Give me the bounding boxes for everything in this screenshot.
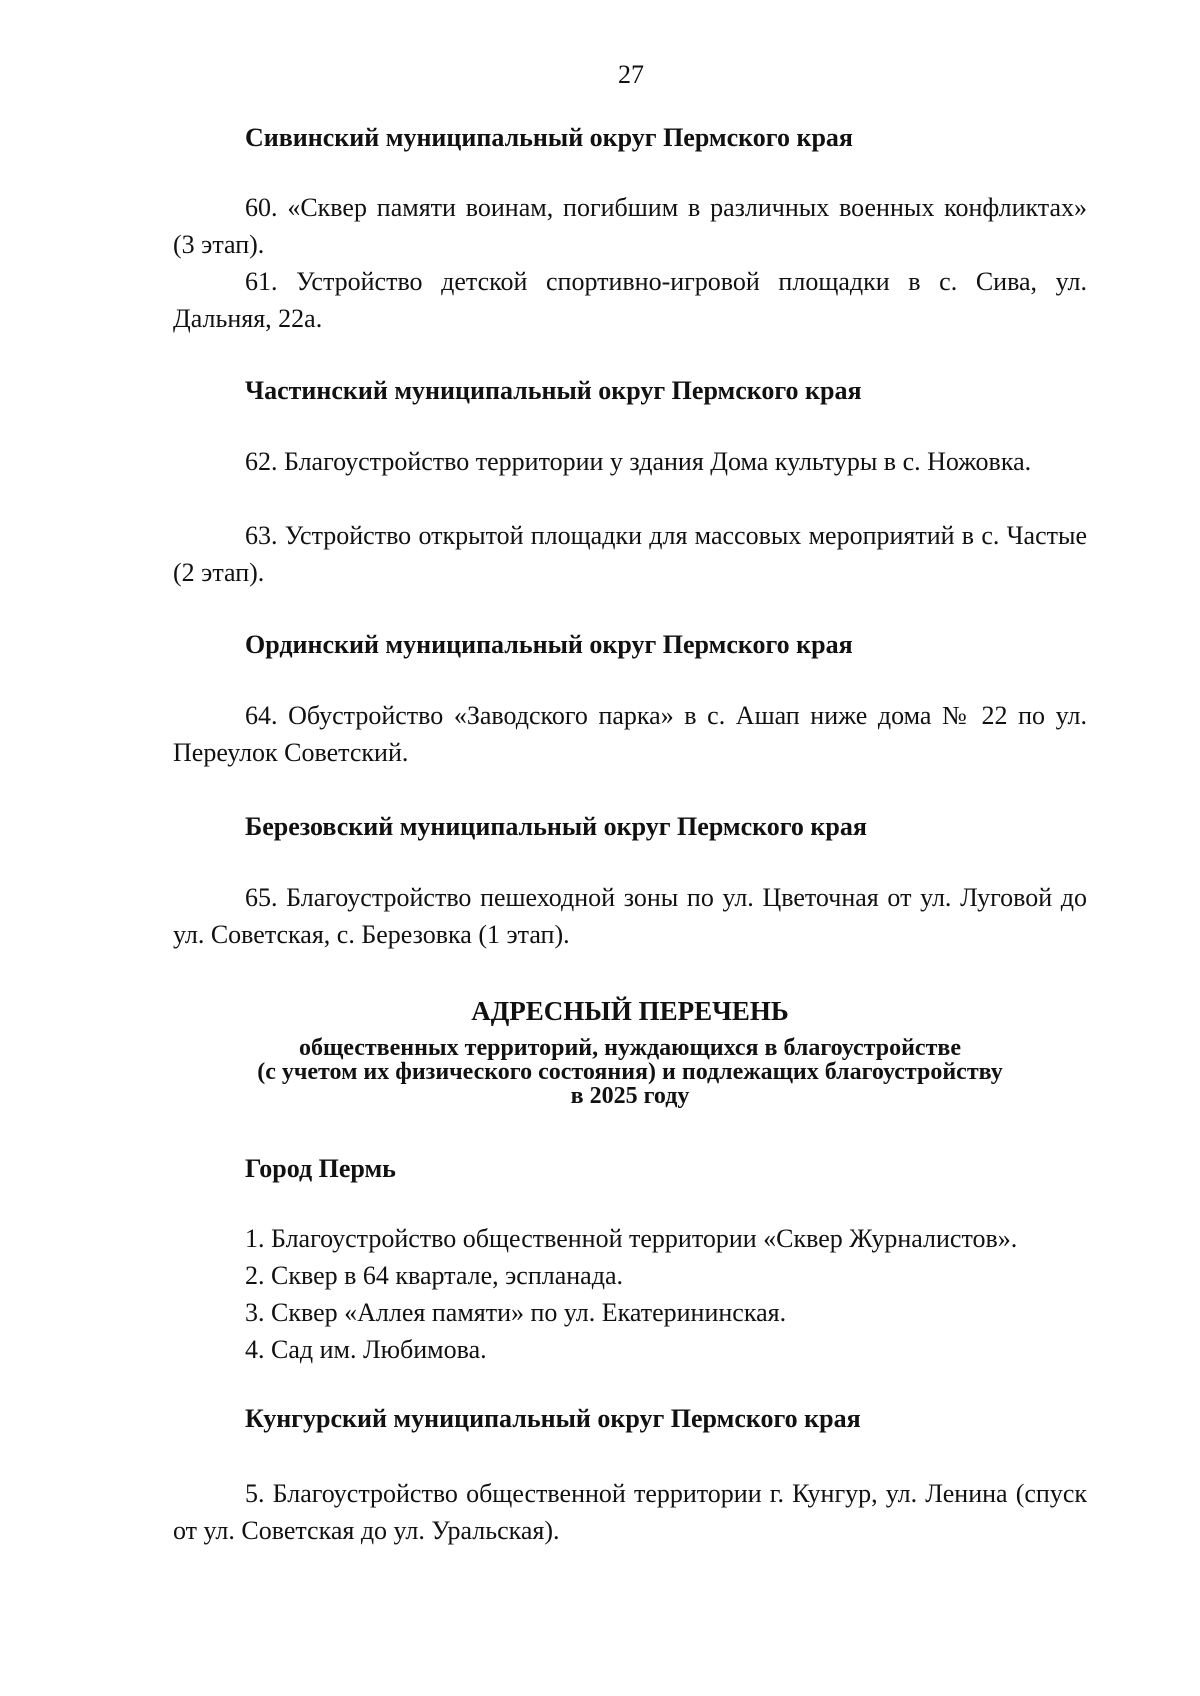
address-list-subtitle-line3: в 2025 году (570, 1083, 690, 1109)
section-heading-ordinsky: Ординский муниципальный округ Пермского края (245, 630, 853, 659)
address-list-subtitle-line1: общественных территорий, нуждающихся в благоустройстве (299, 1035, 961, 1061)
list-item-63: 63. Устройство открытой площадки для массовых мероприятий в с. Частые (2 этап). (173, 521, 1087, 587)
section-heading-chastinsky: Частинский муниципальный округ Пермского края (245, 376, 862, 405)
section-heading-perm: Город Пермь (245, 1154, 396, 1183)
list-item-1: 1. Благоустройство общественной территории «Сквер Журналистов». (245, 1224, 1018, 1253)
list-item-65: 65. Благоустройство пешеходной зоны по ул. Цветочная от ул. Луговой до ул. Советская, с. Березовка (1 этап). (173, 883, 1087, 949)
list-item-61: 61. Устройство детской спортивно-игровой площадки в с. Сива, ул. Дальняя, 22а. (173, 267, 1087, 333)
list-item-5: 5. Благоустройство общественной территории г. Кунгур, ул. Ленина (спуск от ул. Советская до ул. Уральская). (173, 1479, 1087, 1545)
section-heading-kungursky: Кунгурский муниципальный округ Пермского края (245, 1404, 861, 1433)
section-heading-berezovsky: Березовский муниципальный округ Пермского края (245, 812, 867, 841)
list-item-4: 4. Сад им. Любимова. (245, 1335, 487, 1364)
address-list-subtitle-line2: (с учетом их физического состояния) и подлежащих благоустройству (257, 1059, 1003, 1085)
list-item-62: 62. Благоустройство территории у здания Дома культуры в с. Ножовка. (245, 447, 1032, 476)
section-heading-sivinsky: Сивинский муниципальный округ Пермского края (245, 123, 853, 152)
list-item-3: 3. Сквер «Аллея памяти» по ул. Екатерининская. (245, 1298, 787, 1327)
list-item-60: 60. «Сквер памяти воинам, погибшим в различных военных конфликтах» (3 этап). (173, 193, 1087, 259)
list-item-64: 64. Обустройство «Заводского парка» в с. Ашап ниже дома № 22 по ул. Переулок Советский. (173, 701, 1087, 767)
list-item-2: 2. Сквер в 64 квартале, эспланада. (245, 1261, 623, 1290)
page-number: 27 (618, 60, 644, 89)
address-list-title: АДРЕСНЫЙ ПЕРЕЧЕНЬ (471, 996, 789, 1026)
